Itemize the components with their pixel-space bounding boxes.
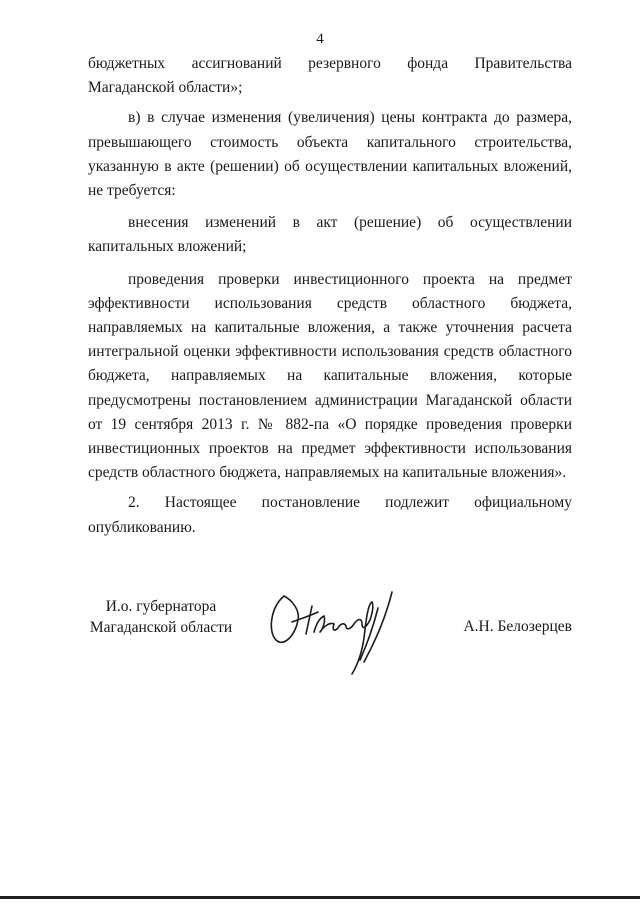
page-number: 4 — [316, 31, 324, 47]
paragraph-3: внесения изменений в акт (решение) об осуществлении капитальных вложений; — [88, 214, 572, 256]
paragraph-1: бюджетных ассигнований резервного фонда Правительства Магаданской области»; — [88, 55, 572, 97]
signatory-title — [88, 596, 234, 638]
handwritten-signature — [262, 582, 412, 682]
signatory-title-line-2: Магаданской области — [89, 619, 233, 636]
paragraph-5: 2. Настоящее постановление подлежит официальному опубликованию. — [88, 494, 572, 536]
signatory-title-line-1: И.о. губернатора — [105, 598, 217, 615]
bottom-rule — [0, 896, 640, 899]
paragraph-4: проведения проверки инвестиционного проекта на предмет эффективности использования средств областного бюджета, направляемых на капитальные вложения, а также уточнения расчета интегральной оценки эффективности использования средств областного бюджета, направляемых на капитальные вложения, которые предусмотрены постановлением администрации Магаданской области от 19 сентября 2013 г. № 882-па «О порядке проведения проверки инвестиционных проектов на предмет эффективности использования средств областного бюджета, направляемых на капитальные вложения». — [88, 270, 572, 482]
document-body — [88, 52, 572, 540]
paragraph-2: в) в случае изменения (увеличения) цены контракта до размера, превышающего стоимость объекта капитального строительства, указанную в акте (решении) об осуществлении капитальных вложений, не требуется: — [88, 109, 572, 200]
signatory-name: А.Н. Белозерцев — [463, 618, 572, 635]
